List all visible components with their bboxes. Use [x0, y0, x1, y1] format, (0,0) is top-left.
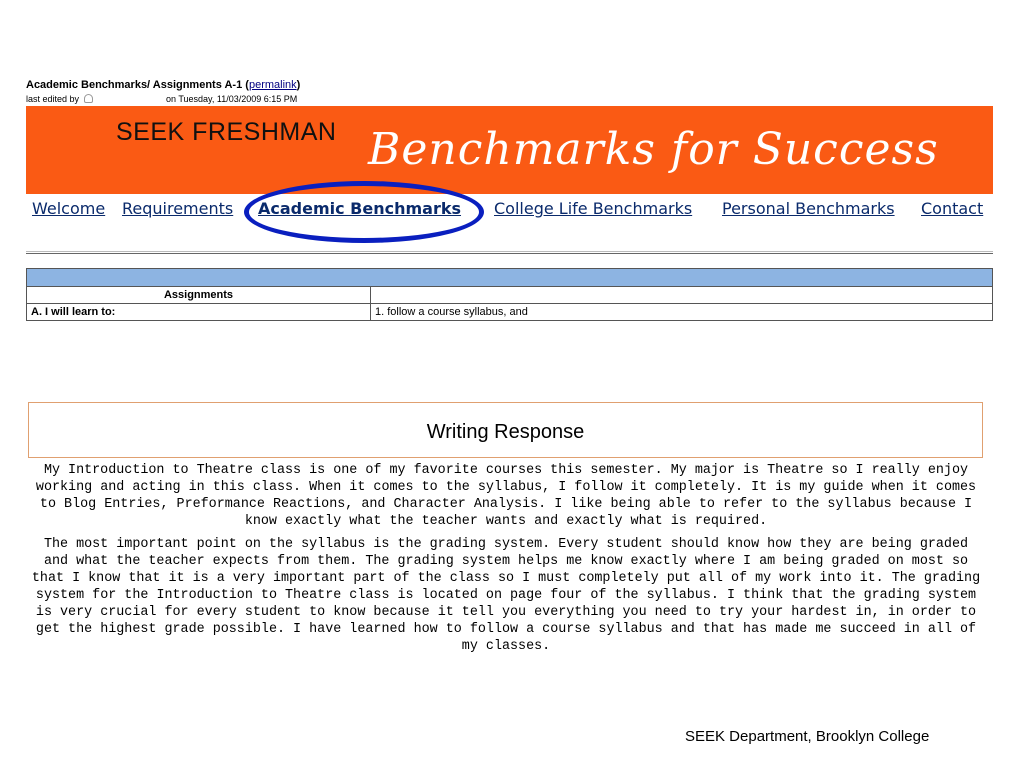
table-header-band — [27, 269, 993, 287]
table-row — [27, 304, 993, 321]
nav-academic-benchmarks[interactable]: Academic Benchmarks — [258, 199, 462, 218]
nav-requirements[interactable]: Requirements — [122, 199, 234, 218]
writing-response-body — [30, 462, 982, 661]
banner — [26, 106, 993, 194]
page-title — [26, 79, 300, 91]
table-row — [27, 287, 993, 304]
permalink-close: ) — [296, 79, 301, 91]
response-paragraph: My Introduction to Theatre class is one of my favorite courses this semester. My major is Theatre so I really enjoy working and acting in this class. When it comes to the syllabus, I follow it completely. It is my guide when it comes to Blog Entries, Preformance Reactions, and Character Analysis. I like being able to refer to the syllabus because I know exactly what the teacher wants and exactly what is required. — [35, 463, 977, 529]
response-paragraph: The most important point on the syllabus is the grading system. Every student should know how they are being graded and what the teacher expects from them. The grading system helps me know exactly where I am being graded on most so that I know that it is a very important part of the class so I must completely put all of my work into it. The grading system for the Introduction to Theatre class is located on page four of the syllabus. I think that the grading system is very crucial for every student to know because it tell you everything you need to try your hardest in, in order to get the highest grade possible. I have learned how to follow a course syllabus and that has made me succeed in all of my classes. — [31, 537, 981, 654]
assignments-header: Assignments — [27, 287, 371, 304]
last-edited-label: last edited by — [26, 94, 80, 104]
footer-credit: SEEK Department, Brooklyn College — [685, 728, 930, 745]
writing-response-box — [28, 402, 983, 458]
writing-response-title: Writing Response — [426, 421, 585, 443]
banner-seek-freshman: SEEK FRESHMAN — [116, 118, 337, 146]
permalink-link[interactable]: permalink — [248, 79, 297, 91]
permalink-open: ( — [245, 79, 249, 91]
nav-welcome[interactable]: Welcome — [32, 199, 106, 218]
edited-date: on Tuesday, 11/03/2009 6:15 PM — [166, 94, 298, 104]
user-icon — [84, 94, 93, 103]
page-title-text: Academic Benchmarks/ Assignments A-1 — [26, 79, 243, 91]
divider — [26, 251, 993, 254]
assignments-table — [26, 268, 993, 321]
learn-to-value: 1. follow a course syllabus, and — [371, 304, 993, 321]
banner-benchmarks-for-success: Benchmarks for Success — [368, 124, 939, 175]
edit-meta — [26, 94, 346, 104]
learn-to-label: A. I will learn to: — [27, 304, 371, 321]
table-band-cell — [27, 269, 993, 287]
nav-college-life-benchmarks[interactable]: College Life Benchmarks — [494, 199, 693, 218]
nav-personal-benchmarks[interactable]: Personal Benchmarks — [722, 199, 895, 218]
active-nav-highlight-circle — [244, 181, 484, 243]
table-empty-cell — [371, 287, 993, 304]
nav-contact[interactable]: Contact — [921, 199, 984, 218]
site-nav — [26, 199, 993, 223]
